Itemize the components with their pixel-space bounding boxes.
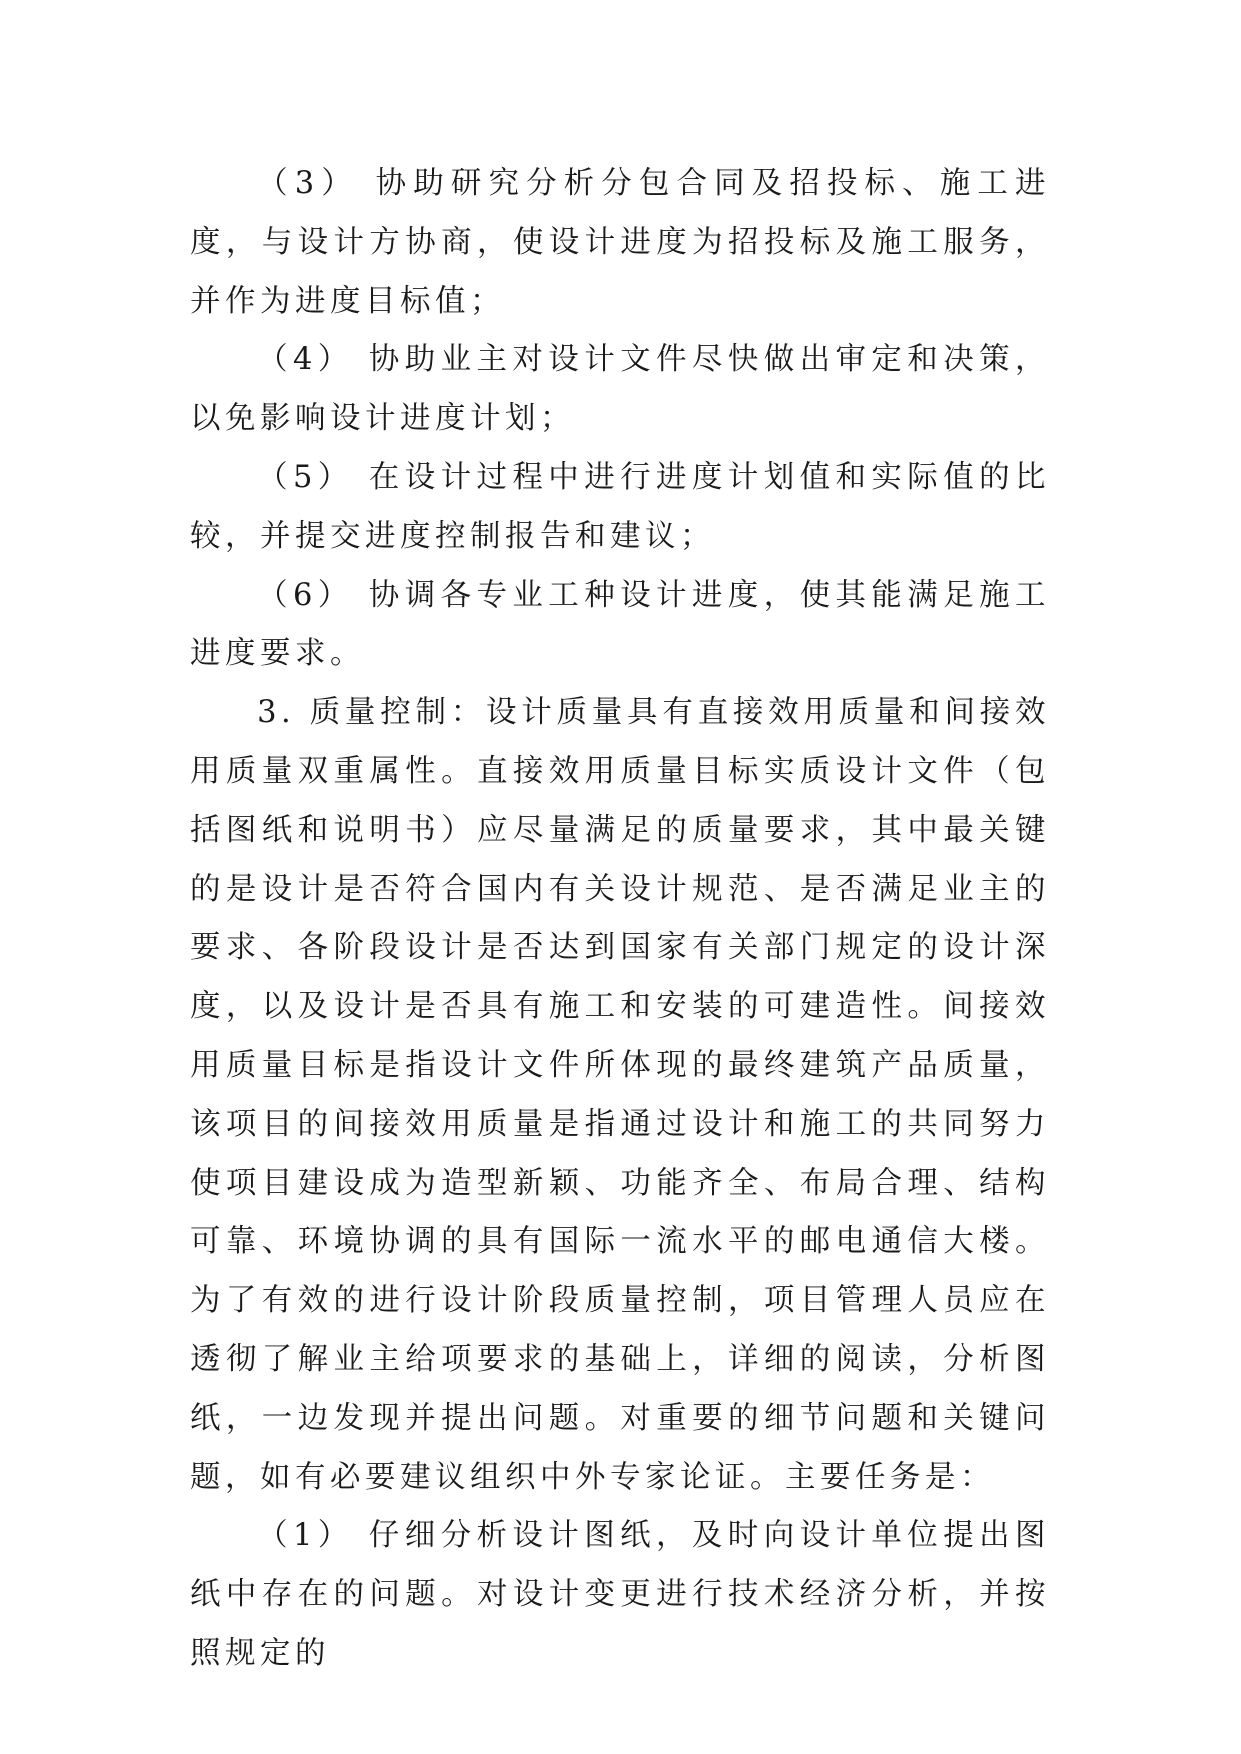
- paragraph-schedule-item-3: （3） 协助研究分析分包合同及招投标、施工进度，与设计方协商，使设计进度为招投标及施工服务，并作为进度目标值；: [190, 166, 1050, 319]
- paragraph-quality-control: 3. 质量控制：设计质量具有直接效用质量和间接效用质量双重属性。直接效用质量目标实质设计文件（包括图纸和说明书）应尽量满足的质量要求，其中最关键的是设计是否符合国内有关设计规范、是否满足业主的要求、各阶段设计是否达到国家有关部门规定的设计深度，以及设计是否具有施工和安装的可建造性。间接效用质量目标是指设计文件所体现的最终建筑产品质量，该项目的间接效用质量是指通过设计和施工的共同努力使项目建设成为造型新颖、功能齐全、布局合理、结构可靠、环境协调的具有国际一流水平的邮电通信大楼。为了有效的进行设计阶段质量控制，项目管理人员应在透彻了解业主给项要求的基础上，详细的阅读，分析图纸，一边发现并提出问题。对重要的细节问题和关键问题，如有必要建议组织中外专家论证。主要任务是：: [190, 695, 1050, 1495]
- document-body: [190, 155, 1050, 1684]
- paragraph-schedule-item-5: （5） 在设计过程中进行进度计划值和实际值的比较，并提交进度控制报告和建议；: [190, 459, 1050, 554]
- paragraph-schedule-item-4: （4） 协助业主对设计文件尽快做出审定和决策，以免影响设计进度计划；: [190, 342, 1050, 437]
- paragraph-schedule-item-6: （6） 协调各专业工种设计进度，使其能满足施工进度要求。: [190, 577, 1050, 672]
- paragraph-quality-item-1: （1） 仔细分析设计图纸，及时向设计单位提出图纸中存在的问题。对设计变更进行技术经济分析，并按照规定的: [190, 1518, 1050, 1671]
